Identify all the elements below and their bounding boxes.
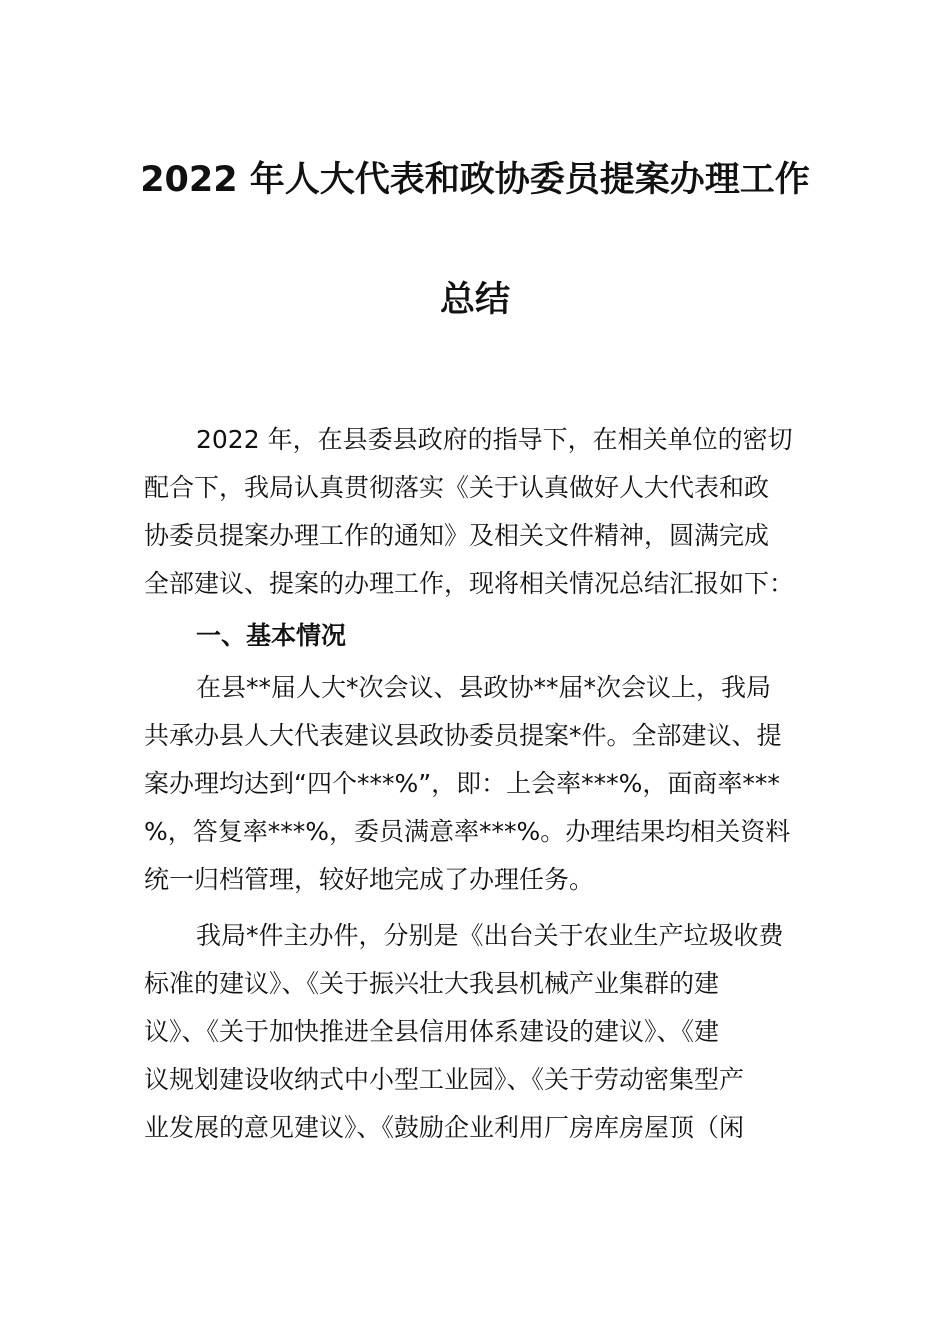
document-body [144, 416, 806, 1152]
paragraph-line: 标准的建议》、《关于振兴壮大我县机械产业集群的建 [144, 969, 720, 998]
document-title-line-2: 总结 [439, 280, 510, 320]
paragraph-line: 案办理均达到“四个***%”，即：上会率***%，面商率*** [144, 769, 780, 798]
paragraph-line: 议规划建设收纳式中小型工业园》、《关于劳动密集型产 [144, 1065, 745, 1094]
paragraph-line: %，答复率***%，委员满意率***%。办理结果均相关资料 [144, 817, 791, 846]
paragraph-line: 协委员提案办理工作的通知》及相关文件精神，圆满完成 [144, 521, 770, 550]
paragraph-line: 全部建议、提案的办理工作，现将相关情况总结汇报如下： [144, 569, 795, 598]
paragraph-line: 在县**届人大*次会议、县政协**届*次会议上，我局 [196, 673, 772, 702]
paragraph-line: 配合下，我局认真贯彻落实《关于认真做好人大代表和政 [144, 473, 770, 502]
paragraph-line: 2022 年，在县委县政府的指导下，在相关单位的密切 [196, 425, 793, 454]
paragraph-line: 统一归档管理，较好地完成了办理任务。 [144, 865, 595, 894]
paragraph-line: 我局*件主办件，分别是《出台关于农业生产垃圾收费 [196, 921, 784, 950]
section-heading-basic-situation: 一、基本情况 [196, 621, 347, 650]
paragraph-line: 共承办县人大代表建议县政协委员提案*件。全部建议、提 [144, 721, 782, 750]
paragraph-main-cases [144, 912, 806, 1152]
document-title-line-1: 2022 年人大代表和政协委员提案办理工作 [140, 160, 810, 200]
paragraph-line: 议》、《关于加快推进全县信用体系建设的建议》、《建 [144, 1017, 720, 1046]
paragraph-line: 业发展的意见建议》、《鼓励企业利用厂房库房屋顶（闲 [144, 1113, 745, 1142]
paragraph-basic-situation [144, 664, 806, 904]
paragraph-intro [144, 416, 806, 608]
